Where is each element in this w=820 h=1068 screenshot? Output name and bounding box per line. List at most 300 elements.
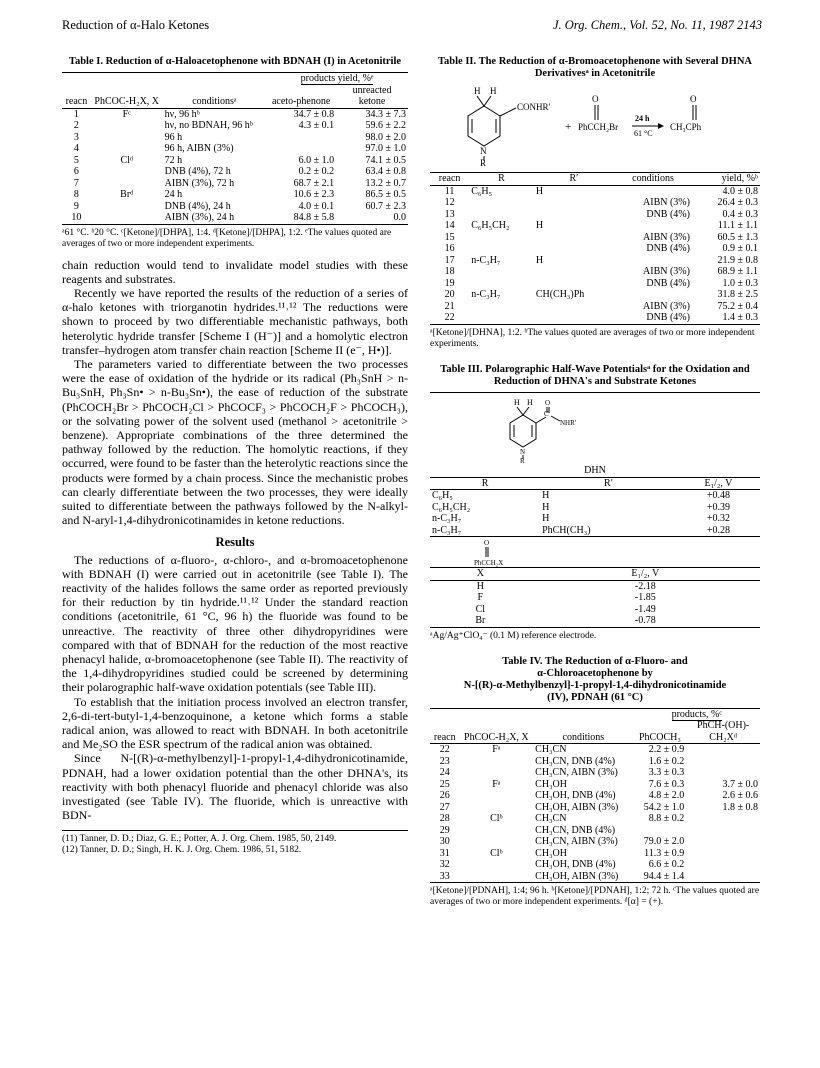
table-cell: 12 [444,197,455,208]
table-row [62,189,408,201]
reference-11: (11) Tanner, D. D.; Diaz, G. E.; Potter, A. J. Org. Chem. 1985, 50, 2149. [62,834,337,845]
table-cell: 23 [439,755,450,767]
table-cell [614,289,692,301]
table-cell: 10 [62,212,91,224]
table-cell: 4.3 ± 0.1 [298,120,335,131]
table-cell: +0.39 [706,501,730,513]
paragraph: Since N-[(R)-α-methylbenzyl]-1-propyl-1,4-dihydronicotinamide, PDNAH, had a lower oxidation potential than the other DHNA's, its reactivity with both phenacyl fluoride and phenacyl chloride was also investigated (see Table IV). The fluoride, which is unreactive with BDN- [62,751,408,823]
table3-dhn-label: DHN [584,464,606,476]
table-cell: 0.2 ± 0.2 [298,166,335,177]
table-cell: Br [430,615,531,627]
table-cell: AIBN (3%) [643,300,690,312]
table-cell: 26 [439,790,450,801]
table-cell: +0.48 [706,490,730,501]
column-header: conditions [533,720,633,744]
table-cell [614,185,692,197]
table-row [62,108,408,120]
table-cell: CH₃OH, DNB (4%) [535,859,616,870]
scheme-ring [468,106,500,146]
table-cell [469,197,534,209]
table-cell: 32 [439,859,450,870]
struct-bond [551,416,560,421]
table-cell [91,120,163,132]
table-cell: CH₃CN, DNB (4%) [535,824,616,836]
table-cell: 3 [73,131,79,143]
struct-bond [517,407,529,415]
table-cell: DNB (4%), 72 h [164,166,231,177]
table3-dhn-table [430,477,760,538]
table4-title-line: (IV), PDNAH (61 °C) [547,691,643,703]
table-cell: AIBN (3%) [643,266,690,277]
table-cell: H [535,254,544,266]
table-cell [534,232,614,244]
scheme-bond [477,96,491,106]
table-cell: 4.8 ± 2.0 [648,790,685,801]
table-cell [686,859,760,871]
table-cell [534,301,614,313]
body-text-left [62,258,408,823]
table4 [430,708,760,884]
scheme-reagent: PhCCH₂Br [578,122,619,132]
table-cell: CH₃OH [535,847,567,859]
table-cell [91,166,163,178]
table-cell: 27 [439,801,450,813]
table-cell: +0.28 [677,525,760,537]
table4-title-line: α-Chloroacetophenone by [537,667,653,679]
table-cell [460,767,534,779]
scheme-bond [500,108,516,116]
table-cell: 6.0 ± 1.0 [298,154,335,166]
table-row [430,197,760,209]
paragraph: chain reduction would tend to invalidate model studies with these reagents and substrates. [62,257,408,286]
table-cell [460,859,534,871]
table-cell: H [542,501,550,513]
table3-ketone-structure [430,537,760,567]
table4-footnote: ᵃ[Ketone]/[PDNAH], 1:4; 96 h. ᵇ[Ketone]/[PDNAH], 1:2; 72 h. ᶜThe values quoted are averages of two or more independent experiments. ᵈ[α] = (+). [430,886,760,907]
table-cell [460,871,534,883]
table-cell: -1.49 [634,603,656,615]
scheme-conhr-label: CONHR′ [517,102,551,112]
table-cell [460,825,534,837]
table-cell [460,802,534,814]
table-cell: 68.9 ± 1.1 [717,266,758,277]
table-cell: 2.2 ± 0.9 [648,744,685,755]
table-row [430,756,760,768]
table-cell: DNB (4%) [646,208,690,220]
table-cell: C₆H₅ [432,490,453,501]
column-header: PhCH-(OH)-CH₂Xᵈ [686,720,760,744]
scheme-product: CH₃CPh [670,122,702,132]
table-cell: Clᵇ [490,847,503,859]
struct-r-label: R [520,456,525,463]
column-header: E₁/₂, V [677,477,760,490]
table-cell: 96 h [164,131,183,143]
paragraph: The parameters varied to differentiate between the two processes were the ease of oxidation of the hydride or its radical (Ph₃SnH > n-Bu₃SnH, Ph₃Sn• > n-Bu₃Sn•), the ease of reduction of the substrate (PhCOCH₂Br > PhCOCH₂Cl > PhCOCF₃ > PhCOCH₂F > PhCOCH₃), or the solvating power of the solvent used (methanol > acetonitrile > benzene). Appropriate combinations of the three determined the pathway followed by the reduction. The homolytic reactions, if they occurred, were found to be faster than the heterolytic reactions since the products were formed by a chain process. Since the mechanistic probes can clearly differentiate between the two processes, they were ideally suited to differentiate between the pathways followed by the N-alkyl- and N-aryl-1,4-dihydronicotinamides in ketone reductions. [62,356,408,528]
struct-o-label: O [484,539,490,547]
table-cell [91,201,163,213]
table-cell: hν, 96 hᵇ [164,108,200,120]
table-cell: C₆H₅CH₂ [471,220,510,231]
column-header: PhCOC-H₂X, X [91,85,163,109]
table-cell: H [542,490,550,501]
table-cell: 13.2 ± 0.7 [365,177,406,189]
column-header: R [469,173,534,186]
table-row [62,143,408,155]
table-cell: 31.8 ± 2.5 [717,289,758,300]
column-header: reacn [430,173,469,186]
table-cell: 13 [444,208,455,220]
struct-nhr-label: NHR′ [560,418,577,427]
table3-ketone-table [430,567,760,628]
table-cell: 31 [439,847,450,859]
table-cell [534,312,614,324]
table-cell: 96 h, AIBN (3%) [164,143,234,154]
table-cell [469,266,534,278]
table-row [430,871,760,883]
table-row [62,212,408,224]
table-cell [686,825,760,837]
table-row [62,166,408,178]
table1-group-header: products yield, %ᵉ [266,73,408,85]
column-header: yield, %ᵇ [692,173,760,186]
scheme-plus: + [565,121,572,133]
table-cell: 4 [73,143,79,154]
table-row [430,592,760,604]
table-cell [614,220,692,232]
table-row [430,185,760,197]
table-cell: Brᵈ [120,189,134,200]
table-row [430,232,760,244]
table-row [430,615,760,627]
table-cell [460,756,534,768]
table-cell: CH₃CN, DNB (4%) [535,755,616,767]
table-cell: 11 [444,185,455,197]
table-cell: 63.4 ± 0.8 [365,166,406,177]
table-cell: C₆H₅CH₂ [432,501,471,513]
table-cell: 19 [444,277,455,289]
table-cell: AIBN (3%) [643,197,690,208]
table-row [62,155,408,167]
table1 [62,72,408,225]
table-row [430,525,760,537]
table-cell: PhCH(CH₃) [540,525,677,537]
column-header: conditionsᵃ [163,85,267,109]
table-cell [534,197,614,209]
table-cell: 18 [444,266,455,277]
table-cell: 3.7 ± 0.0 [722,778,758,790]
table-cell: 86.5 ± 0.5 [365,189,406,200]
table-row [430,580,760,592]
table-cell: 97.0 ± 1.0 [365,143,406,154]
column-header: PhCOCH₃ [634,720,687,744]
table-cell: 0.4 ± 0.3 [722,208,758,220]
table-row [430,289,760,301]
table-cell [469,278,534,290]
table-cell: CH₃CN [535,813,567,824]
table-cell: H [535,185,544,197]
paragraph: To establish that the initiation process involved an electron transfer, 2,6-di-tert-butyl-1,4-benzoquinone, a ketone which forms a stable radical anion, was allowed to react with BDNAH. In both acetonitrile and Me₂SO the ESR spectrum of the radical anion was obtained. [62,694,408,752]
table-row [430,266,760,278]
table-cell: n-C₃H₇ [471,289,501,300]
table-cell: 6.6 ± 0.2 [648,859,685,870]
table-cell: CH₃CN [535,744,567,755]
scheme-arrow-top: 24 h [635,114,650,123]
table-cell: DNB (4%) [646,277,690,289]
column-header: R [430,477,540,490]
arrow-icon [658,123,664,129]
table-cell: 1 [73,108,79,120]
table-cell [91,132,163,144]
table-row [430,502,760,514]
column-header: conditions [614,173,692,186]
table-row [430,301,760,313]
table-cell: 94.4 ± 1.4 [634,871,687,883]
struct-h-label: H [527,397,533,407]
table-row [430,209,760,221]
table-cell: 8 [73,189,79,200]
struct-n-label: N [520,447,526,456]
scheme-h-label: H [490,86,497,96]
references [62,830,408,856]
table-cell: 68.7 ± 2.1 [293,177,335,189]
table-cell: 2.6 ± 0.6 [722,790,758,801]
table-cell [469,301,534,313]
table-row [430,744,760,756]
table-cell: 30 [439,836,450,847]
table-cell: 0.9 ± 0.1 [722,243,758,254]
table-cell [469,209,534,221]
table-row [430,513,760,525]
table-cell [534,278,614,290]
table4-title-line: Table IV. The Reduction of α-Fluoro- and [502,655,688,667]
table-row [430,859,760,871]
table-cell [534,243,614,255]
table-cell: -1.85 [634,592,656,603]
scheme-h-label: H [474,86,481,96]
table-cell: 16 [444,243,455,254]
running-head-left: Reduction of α-Halo Ketones [62,18,210,32]
table-row [62,132,408,144]
table-row [430,836,760,848]
table2-footnote: ᵃ[Ketone]/[DHNA], 1:2. ᵇThe values quoted are averages of two or more independent experiments. [430,327,755,349]
table-cell: F [477,592,484,603]
table3-footnote: ᵃAg/Ag⁺ClO₄⁻ (0.1 M) reference electrode. [430,630,597,641]
table-cell: Clᵈ [120,154,133,166]
table-cell: Fᶜ [122,108,131,120]
section-heading-results: Results [215,535,255,550]
table-cell: 4.0 ± 0.1 [298,200,335,212]
table-cell: n-C₃H₇ [430,525,540,537]
table-cell: Clᵇ [490,813,503,824]
table-cell: CH₃OH, AIBN (3%) [533,871,633,883]
table-cell: 34.3 ± 7.3 [365,108,406,120]
table-cell: C₆H₅ [471,185,493,197]
table-row [430,825,760,837]
table-cell: AIBN (3%) [643,231,690,243]
table-cell [460,836,534,848]
table-cell: 17 [444,254,455,266]
column-header: PhCOC-H₂X, X [460,720,534,744]
table-cell [91,212,163,224]
struct-o-label: O [545,398,551,407]
table-cell [91,178,163,190]
table-cell: Fᵃ [492,744,501,755]
table-cell: n-C₃H₇ [471,254,501,266]
table3-dhn-structure [430,393,760,463]
table-cell: 1.6 ± 0.2 [648,755,685,767]
table-cell: DNB (4%) [646,243,690,254]
table-cell [469,232,534,244]
table-cell: 60.5 ± 1.3 [717,231,758,243]
table-cell: 60.7 ± 2.3 [365,200,406,212]
table-row [62,201,408,213]
table-cell [460,790,534,802]
table-cell: 22 [430,312,469,324]
table-cell: 7.6 ± 0.3 [648,778,685,790]
table-cell: 20 [444,289,455,300]
scheme-r-label: R [480,158,487,166]
table-cell: CH₃OH, AIBN (3%) [535,801,619,813]
table-cell: 34.7 ± 0.8 [293,108,335,120]
column-header: R′ [540,477,677,490]
table-row [430,790,760,802]
table-cell: n-C₃H₇ [432,513,462,524]
table-cell [91,143,163,155]
table-cell: 5 [73,154,79,166]
table-row [430,490,760,502]
table-cell: 25 [439,778,450,790]
table-cell: AIBN (3%), 24 h [163,212,267,224]
table-cell: 24 [439,767,450,778]
table-cell: CH₃OH, DNB (4%) [535,790,616,801]
table-cell: 22 [439,744,450,755]
table-cell [534,209,614,221]
column-header: reacn [430,720,460,744]
table-cell [469,312,534,324]
table-cell: 21 [444,300,455,312]
table-cell: +0.32 [706,513,730,524]
table-cell: 15 [444,231,455,243]
table-row [430,312,760,324]
table-cell: 3.3 ± 0.3 [648,767,685,778]
table-cell: -2.18 [634,580,656,592]
table2 [430,172,760,325]
table-cell: 14 [444,220,455,231]
table-row [430,767,760,779]
table-row [430,604,760,616]
table-cell [686,756,760,768]
paragraph: The reductions of α-fluoro-, α-chloro-, and α-bromoacetophenone with BDNAH (I) were carried out in acetonitrile (see Table I). The reactivity of the halides follows the same order as reported previously for their reduction by tin hydride.¹¹˒¹² Under the standard reaction conditions (acetonitrile, 61 °C, 96 h) the fluoride was found to be unreactive. The reactivity of three other dihydropyridines were compared with that of BDNAH for the reduction of the most reactive phenacyl halide, α-bromoacetophenone (see Table II). The reactivity of the 1,4-dihydropyridines studied could be screened by determining their polarographic half-wave oxidation potentials (see Table III). [62,552,408,695]
column-header: aceto-phenone [266,85,336,109]
struct-h-label: H [514,397,520,407]
table3-title: Table III. Polarographic Half-Wave Potentialsᵃ for the Oxidation and Reduction of DHNA's and Substrate Ketones [440,363,750,387]
column-header: X [430,568,531,581]
table-row [430,802,760,814]
table-cell [634,825,687,837]
table-cell: H [535,220,544,231]
table-row [430,243,760,255]
table1-footnote: ᵃ61 °C. ᵇ20 °C. ᶜ[Ketone]/[DHPA], 1:4. ᵈ[Ketone]/[DHPA], 1:2. ᵉThe values quoted are averages of two or more independent experiments. [62,227,392,249]
table-row [430,848,760,860]
scheme-n-label: N [480,146,487,156]
table-cell: H [542,513,550,524]
table-cell: 28 [439,813,450,824]
paragraph: Recently we have reported the results of the reduction of a series of α-halo ketones with triorganotin hydrides.¹¹˒¹² The reductions were shown to proceed by two differentiable mechanistic pathways, both heterolytic hydride transfer [Scheme I (H⁻)] and a homolytic electron transfer–hydrogen atom transfer chain reaction [Scheme II (e⁻, H•)]. [62,285,408,357]
reference-12: (12) Tanner, D. D.; Singh, H. K. J. Org. Chem. 1986, 51, 5182. [62,845,302,856]
table4-title-line: N-[(R)-α-Methylbenzyl]-1-propyl-1,4-dihydronicotinamide [463,679,727,691]
table-cell [686,744,760,756]
struct-ketone-label: PhCCH₂X [474,559,504,567]
table-row [430,220,760,232]
scheme-o-label: O [592,94,599,104]
right-column [430,56,760,908]
table-cell: CH₃OH [535,778,567,790]
table-cell: CH₃CN, AIBN (3%) [535,767,618,778]
column-header: reacn [62,85,91,109]
table-cell: 54.2 ± 1.0 [643,801,685,813]
table-cell: 11.3 ± 0.9 [644,847,685,859]
running-head-right: J. Org. Chem., Vol. 52, No. 11, 1987 2143 [552,18,762,32]
table-cell: 1.8 ± 0.8 [722,801,758,813]
table-cell: 11.1 ± 1.1 [717,220,758,231]
table-cell: DNB (4%), 24 h [164,200,231,212]
table4-title [430,656,760,704]
table-cell [614,255,692,267]
table-row [430,278,760,290]
table-cell: 79.0 ± 2.0 [643,836,685,847]
left-column [62,56,408,856]
table-cell: 1.4 ± 0.3 [692,312,760,324]
table-row [62,120,408,132]
table-cell: 2 [73,120,79,131]
table-cell: H [476,580,484,592]
table-cell: Fᵃ [492,778,501,790]
column-header: R′ [534,173,614,186]
table-cell: 75.2 ± 0.4 [717,300,758,312]
table-cell: 98.0 ± 2.0 [365,131,406,143]
table-cell: 8.8 ± 0.2 [648,813,685,824]
column-header: unreacted ketone [336,85,408,109]
table-cell: -0.78 [531,615,760,627]
table-cell [686,836,760,848]
table-cell [686,767,760,779]
table-cell: CH₃CN, AIBN (3%) [535,836,618,847]
table-row [430,255,760,267]
table-cell: 29 [439,824,450,836]
table-cell: 72 h [164,154,183,166]
table-cell: 9 [73,200,79,212]
table-row [430,779,760,791]
table-cell [686,871,760,883]
table-cell: 21.9 ± 0.8 [717,254,758,266]
table1-title: Table I. Reduction of α-Haloacetophenone with BDNAH (I) in Acetonitrile [68,56,402,67]
table-cell: 4.0 ± 0.8 [722,185,758,197]
table2-title: Table II. The Reduction of α-Bromoacetophenone with Several DHNA Derivativesᵃ in Acetonitrile [438,56,752,79]
scheme-arrow-bottom: 61 °C [634,129,653,138]
table-cell: 0.0 [336,212,408,224]
scheme-o-label: O [690,94,697,104]
table-cell: 7 [73,177,79,189]
table-cell [686,848,760,860]
table-cell: 6 [73,166,79,177]
table-cell [534,266,614,278]
table-cell: 84.8 ± 5.8 [266,212,336,224]
table4-group-header: products, %ᶜ [634,708,760,720]
table-row [62,178,408,190]
struct-c-label: C [544,409,549,418]
table-cell: Cl [475,603,486,615]
table-cell: CH(CH₃)Ph [535,289,585,300]
